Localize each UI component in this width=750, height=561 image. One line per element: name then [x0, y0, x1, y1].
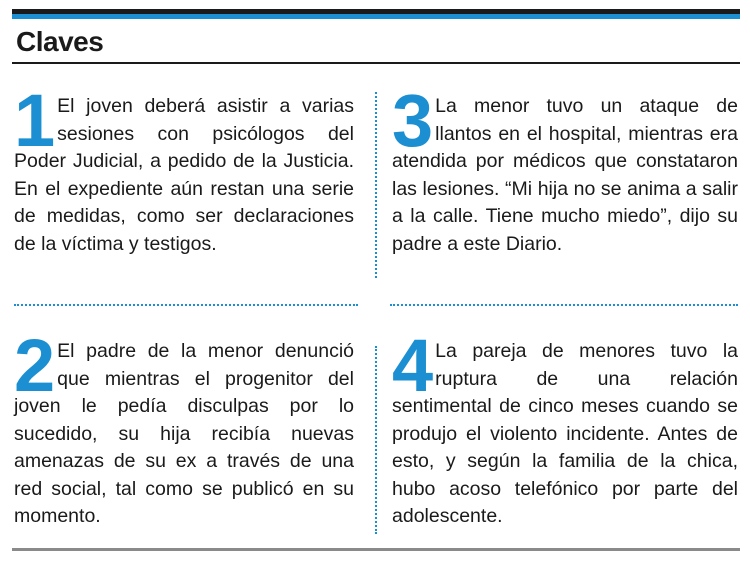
- key-point-1: [14, 79, 354, 258]
- vertical-divider-top: [375, 92, 377, 278]
- horizontal-divider-left: [14, 304, 358, 306]
- key-text-2: El padre de la menor denunció que mientras el progenitor del joven le pedía disculpas por lo sucedido, su hija recibía nuevas amenazas de su ex a través de una red social, tal como se publicó en su momento.: [14, 340, 354, 527]
- top-accent-rule: [12, 14, 740, 19]
- box-title: Claves: [16, 26, 104, 57]
- vertical-divider-bottom: [375, 346, 377, 534]
- bottom-rule: [12, 548, 740, 551]
- key-text-3: La menor tuvo un ataque de llantos en el hospital, mientras era atendida por médicos que constataron las lesiones. “Mi hija no se anima a salir a la calle. Tiene mucho miedo”, dijo su padre a este Diario.: [392, 95, 738, 255]
- horizontal-divider-right: [390, 304, 738, 306]
- key-point-3: [392, 79, 738, 258]
- key-point-2: [14, 324, 354, 531]
- key-point-4: [392, 324, 738, 531]
- key-number-3: 3: [392, 79, 432, 162]
- title-divider: [12, 62, 740, 64]
- key-number-4: 4: [392, 324, 432, 407]
- key-number-1: 1: [14, 79, 54, 162]
- key-text-4: La pareja de menores tuvo la ruptura de una relación sentimental de cinco meses cuando se produjo el violento incidente. Antes de esto, y según la familia de la chica, hubo acoso telefónico por parte del adolescente.: [392, 340, 738, 527]
- key-number-2: 2: [14, 324, 54, 407]
- key-text-1: El joven deberá asistir a varias sesiones con psicólogos del Poder Judicial, a pedido de la Justicia. En el expediente aún restan una serie de medidas, como ser declaraciones de la víctima y testigos.: [14, 95, 354, 255]
